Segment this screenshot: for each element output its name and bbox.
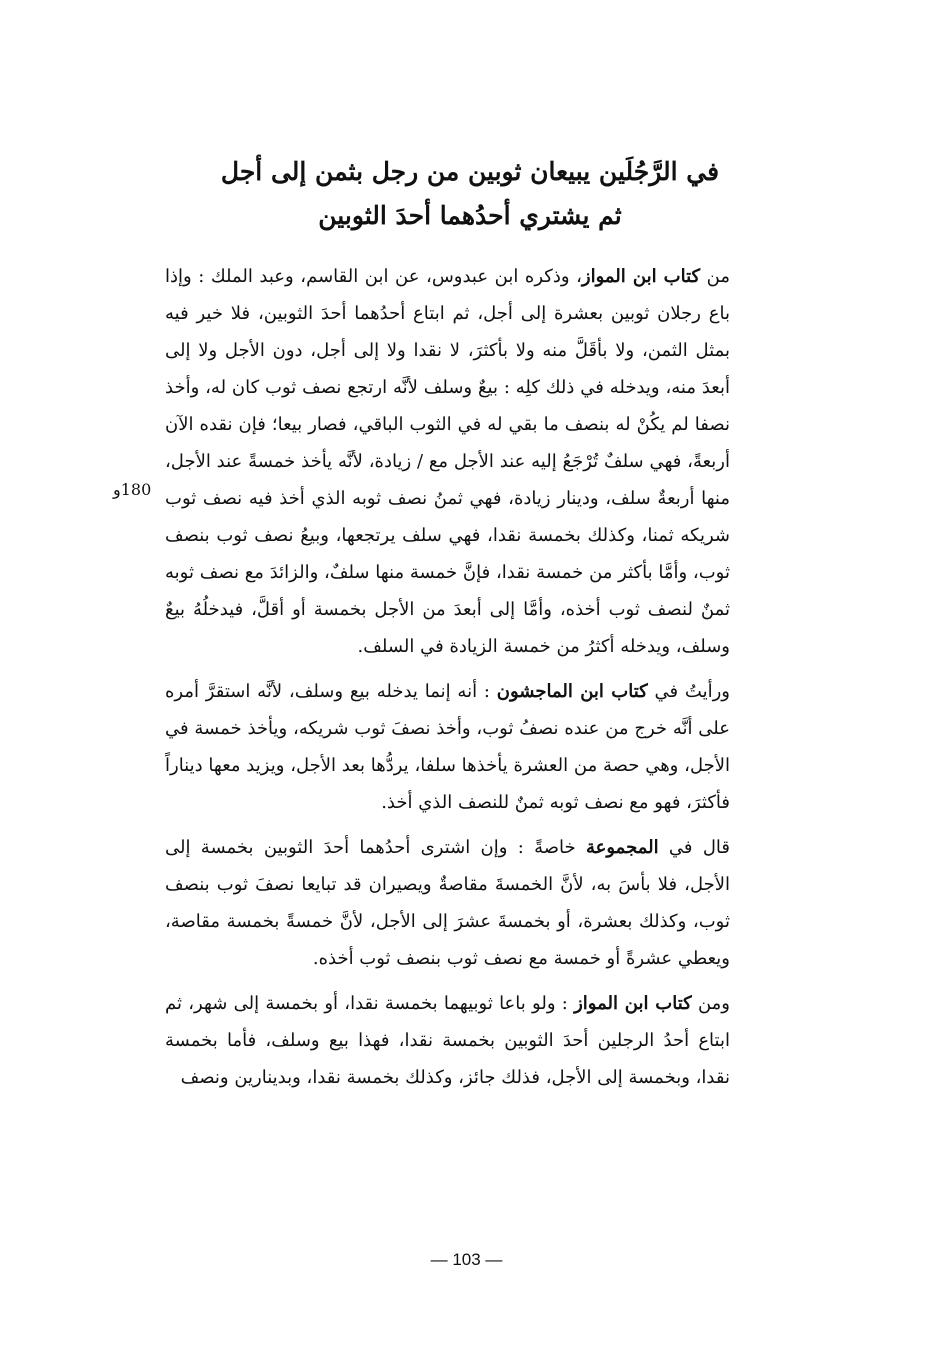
source-reference: المجموعة — [585, 837, 659, 858]
paragraph-text: ورأيتُ في — [647, 681, 730, 702]
title-line-1: في الرَّجُلَين يبيعان ثوبين من رجل بثمن إلى أجل — [220, 157, 720, 186]
title-line-2: ثم يشتري أحدُهما أحدَ الثوبين — [318, 201, 622, 230]
paragraph — [165, 985, 730, 1096]
paragraph-text: خاصةً : وإن اشترى أحدُهما أحدَ الثوبين بخمسة إلى الأجل، فلا بأسَ به، لأنَّ الخمسةَ مقاصةٌ ويصيران قد تبايعا نصفَ ثوب بنصف ثوب، وكذلك بعشرة، أو بخمسةَ عشرَ إلى الأجل، لأنَّ خمسةً بخمسة مقاصة، ويعطي عشرةً أو خمسة مع نصف ثوب بنصف ثوب أخذه. — [165, 837, 730, 969]
paragraph-text: : ولو باعا ثوبيهما بخمسة نقدا، أو بخمسة إلى شهر، ثم ابتاع أحدُ الرجلين أحدَ الثوبين بخمسة نقدا، فهذا بيع وسلف، فأما بخمسة نقدا، وبخمسة إلى الأجل، فذلك جائز، وكذلك بخمسة نقدا، وبدينارين ونصف — [165, 993, 730, 1088]
paragraph-text: ، وذكره ابن عبدوس، عن ابن القاسم، وعبد الملك : وإذا باع رجلان ثوبين بعشرة إلى أجل، ثم ابتاع أحدُهما أحدَ الثوبين، فلا خير فيه بمثل الثمن، ولا بأقَلَّ منه ولا بأكثرَ، لا نقدا ولا إلى أجل، دون الأجل ولا إلى أبعدَ منه، ويدخله في ذلك كلِه : بيعٌ وسلف لأنَّه ارتجع نصف ثوب كان له، وأخذ نصفا لم يكُنْ له بنصف ما بقي له في الثوب الباقي، فصار بيعا؛ فإن نقده الآن أربعةً، فهي سلفٌ تُرْجَعُ إليه عند الأجل مع / زيادة، لأنَّه يأخذ خمسةً عند الأجل، منها أربعةٌ سلف، ودينار زيادة، فهي ثمنُ نصف ثوبه الذي أخذ فيه نصف ثوب شريكه ثمنا، وكذلك بخمسة نقدا، فهي سلف يرتجعها، وبيعُ نصف ثوب بنصف ثوب، وأمَّا بأكثر من خمسة نقدا، فإنَّ خمسة منها سلفٌ، والزائدَ مع نصف ثوبه ثمنٌ لنصف ثوب أخذه، وأمَّا إلى أبعدَ من الأجل بخمسة أو أقلَّ، فيدخلُهُ بيعٌ وسلف، ويدخله أكثرُ من خمسة الزيادة في السلف. — [165, 266, 730, 657]
manuscript-folio-note: 180و — [113, 480, 152, 499]
source-reference: كتاب ابن المواز — [581, 266, 701, 287]
paragraph-text: ومن — [691, 993, 731, 1014]
paragraph-text: من — [700, 266, 730, 287]
page-number: — 103 — — [430, 1250, 503, 1269]
paragraph — [165, 258, 730, 665]
paragraph — [165, 829, 730, 977]
body-text — [165, 258, 730, 1096]
source-reference: كتاب ابن المواز — [574, 993, 692, 1014]
paragraph — [165, 673, 730, 821]
paragraph-text: قال في — [658, 837, 730, 858]
paragraph-text: : أنه إنما يدخله بيع وسلف، لأنَّه استقرَّ أمره على أنَّه خرج من عنده نصفُ ثوب، وأخذ نصفَ ثوب شريكه، ويأخذ خمسة في الأجل، وهي حصة من العشرة يأخذها سلفا، يردُّها بعد الأجل، ويزيد معها ديناراً فأكثرَ، فهو مع نصف ثوبه ثمنٌ للنصف الذي أخذ. — [165, 681, 730, 813]
chapter-title — [200, 150, 740, 238]
source-reference: كتاب ابن الماجشون — [496, 681, 648, 702]
